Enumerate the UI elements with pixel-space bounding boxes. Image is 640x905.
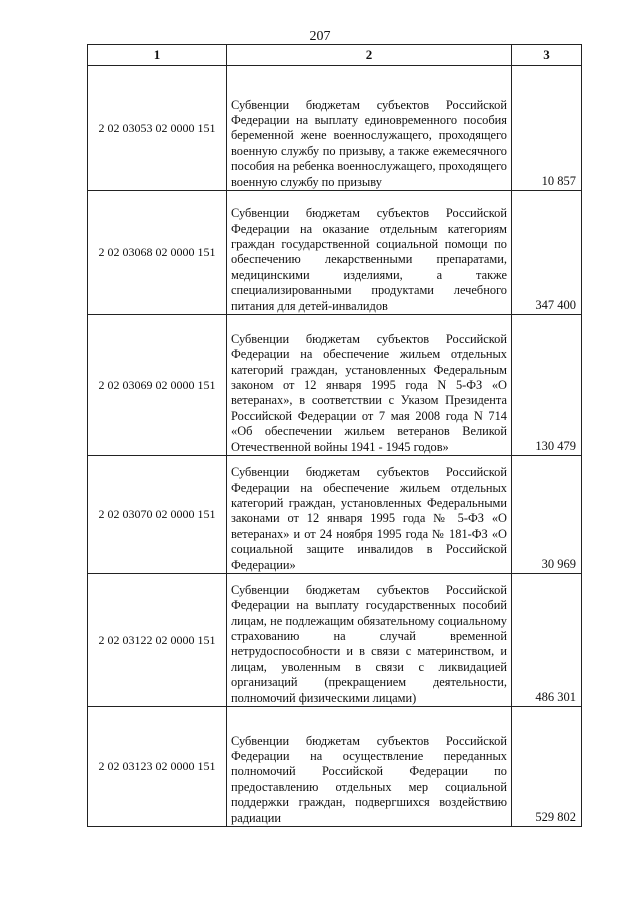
amount-value: 347 400	[512, 191, 582, 315]
column-header-code: 1	[88, 45, 227, 66]
description-cell	[227, 66, 512, 191]
description-text: Субвенции бюджетам субъектов Российской Федерации на выплату государственных пособий лицам, не подлежащим обязательному социальному страхованию на случай временной нетрудоспособности и в связи с материнством, и лицам, уволенным в связи с ликвидацией организаций (прекращением деятельности, полномочий физическими лицами)	[231, 582, 507, 705]
table-row	[88, 66, 582, 191]
table-row	[88, 707, 582, 827]
description-text: Субвенции бюджетам субъектов Российской Федерации на осуществление переданных полномочий Российской Федерации по предоставлению отдельных мер социальной поддержки граждан, подвергшихся воздействию радиации	[231, 733, 507, 825]
description-cell	[227, 574, 512, 707]
amount-value: 529 802	[512, 707, 582, 827]
amount-value: 130 479	[512, 315, 582, 456]
budget-code: 2 02 03122 02 0000 151	[88, 574, 227, 707]
column-header-amount: 3	[512, 45, 582, 66]
description-cell	[227, 191, 512, 315]
description-text: Субвенции бюджетам субъектов Российской Федерации на обеспечение жильем отдельных категорий граждан, установленных Федеральным законом от 12 января 1995 года N 5-ФЗ «О ветеранах», в соответствии с Указом Президента Российской Федерации от 7 мая 2008 года N 714 «Об обеспечении жильем ветеранов Великой Отечественной войны 1941 - 1945 годов»	[231, 331, 507, 454]
description-cell	[227, 456, 512, 574]
budget-code: 2 02 03069 02 0000 151	[88, 315, 227, 456]
column-header-description: 2	[227, 45, 512, 66]
page-number: 207	[309, 29, 331, 44]
table-header-row	[88, 45, 582, 66]
amount-value: 486 301	[512, 574, 582, 707]
budget-code: 2 02 03053 02 0000 151	[88, 66, 227, 191]
amount-value: 30 969	[512, 456, 582, 574]
description-cell	[227, 315, 512, 456]
description-text: Субвенции бюджетам субъектов Российской Федерации на выплату единовременного пособия беременной жене военнослужащего, проходящего военную службу по призыву, а также ежемесячного пособия на ребенка военнослужащего, проходящего военную службу по призыву	[231, 97, 507, 189]
budget-table	[87, 44, 582, 827]
description-cell	[227, 707, 512, 827]
budget-code: 2 02 03070 02 0000 151	[88, 456, 227, 574]
table-row	[88, 456, 582, 574]
description-text: Субвенции бюджетам субъектов Российской Федерации на обеспечение жильем отдельных категорий граждан, установленных Федеральными законами от 12 января 1995 года № 5-ФЗ «О ветеранах» и от 24 ноября 1995 года № 181-ФЗ «О социальной защите инвалидов в Российской Федерации»	[231, 465, 507, 572]
table-row	[88, 574, 582, 707]
table-row	[88, 191, 582, 315]
description-text: Субвенции бюджетам субъектов Российской Федерации на оказание отдельным категориям граждан государственной социальной помощи по обеспечению лекарственными препаратами, медицинскими изделиями, а также специализированными продуктами лечебного питания для детей-инвалидов	[231, 206, 507, 313]
table-row	[88, 315, 582, 456]
amount-value: 10 857	[512, 66, 582, 191]
budget-code: 2 02 03068 02 0000 151	[88, 191, 227, 315]
budget-code: 2 02 03123 02 0000 151	[88, 707, 227, 827]
